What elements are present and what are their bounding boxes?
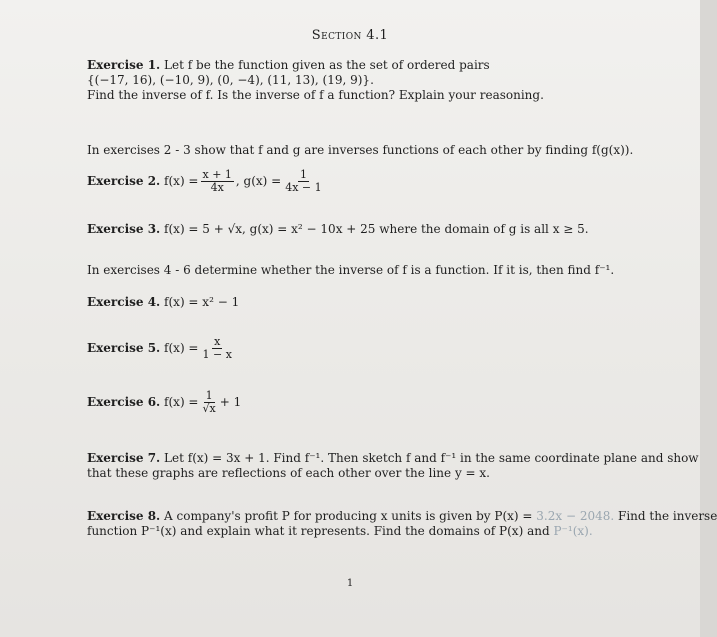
exercise-8-faded-inverse: P⁻¹(x). (553, 524, 593, 538)
exercise-2-g-fraction (283, 169, 323, 194)
exercise-2-f-denominator: 4x (210, 180, 224, 194)
exercise-1-line-1 (87, 58, 490, 73)
exercise-2-label: Exercise 2. (87, 173, 161, 188)
exercise-7-label: Exercise 7. (87, 451, 161, 465)
exercise-6-label: Exercise 6. (87, 394, 161, 409)
exercise-6-tail: + 1 (219, 394, 242, 409)
exercise-1-text-1: Let f be the function given as the set of ordered pairs (164, 58, 490, 72)
exercise-8-text-1b: Find the inverse (618, 509, 717, 523)
exercise-6-fraction (201, 390, 218, 415)
exercise-2 (87, 166, 326, 196)
exercise-3 (87, 222, 589, 237)
exercise-8-label: Exercise 8. (87, 509, 161, 523)
exercise-2-f-numerator: x + 1 (202, 167, 232, 181)
exercise-4 (87, 295, 239, 310)
exercise-6-denominator: √x (202, 401, 216, 415)
exercise-6-numerator: 1 (205, 388, 213, 402)
exercise-7-text-1: Let f(x) = 3x + 1. Find f⁻¹. Then sketch f and f⁻¹ in the same coordinate plane and show (164, 451, 699, 465)
exercise-3-text: f(x) = 5 + √x, g(x) = x² − 10x + 25 where the domain of g is all x ≥ 5. (164, 222, 589, 236)
exercise-7-line-1 (87, 451, 699, 466)
exercise-6 (87, 386, 241, 418)
exercise-5 (87, 333, 236, 363)
exercise-8-text-1a: A company's profit P for producing x units is given by P(x) = (164, 509, 533, 523)
exercise-2-f-lhs: f(x) = (164, 173, 199, 188)
exercise-4-text: f(x) = x² − 1 (164, 295, 240, 309)
exercise-2-f-fraction (201, 169, 234, 194)
exercise-2-g-lhs: , g(x) = (235, 173, 282, 188)
page-number: 1 (346, 578, 354, 589)
exercise-8-line-2 (87, 524, 593, 539)
exercise-6-lhs: f(x) = (164, 394, 199, 409)
section-title: Section 4.1 (311, 28, 389, 43)
exercise-1-label: Exercise 1. (87, 58, 161, 72)
exercise-5-numerator: x (214, 334, 221, 348)
exercise-1-line-3: Find the inverse of f. Is the inverse of f a function? Explain your reasoning. (87, 88, 544, 102)
exercise-5-fraction (201, 336, 234, 361)
intro-exercises-4-6: In exercises 4 - 6 determine whether the inverse of f is a function. If it is, then find f⁻¹. (87, 263, 615, 277)
exercise-8-text-2a: function P⁻¹(x) and explain what it represents. Find the domains of P(x) and (87, 524, 550, 538)
exercise-5-denominator: 1 − x (202, 347, 232, 361)
exercise-2-g-denominator: 4x − 1 (285, 180, 322, 194)
exercise-1-line-2: {(−17, 16), (−10, 9), (0, −4), (11, 13), (19, 9)}. (87, 73, 374, 87)
exercise-5-lhs: f(x) = (164, 340, 199, 355)
exercise-8-line-1 (87, 509, 717, 524)
exercise-2-g-numerator: 1 (299, 167, 307, 181)
exercise-4-label: Exercise 4. (87, 295, 161, 309)
intro-exercises-2-3: In exercises 2 - 3 show that f and g are inverses functions of each other by finding f(g(x)). (87, 143, 634, 157)
exercise-8-faded-formula: 3.2x − 2048. (536, 509, 615, 523)
exercise-3-label: Exercise 3. (87, 222, 161, 236)
exercise-7-line-2: that these graphs are reflections of each other over the line y = x. (87, 466, 490, 480)
exercise-5-label: Exercise 5. (87, 340, 161, 355)
